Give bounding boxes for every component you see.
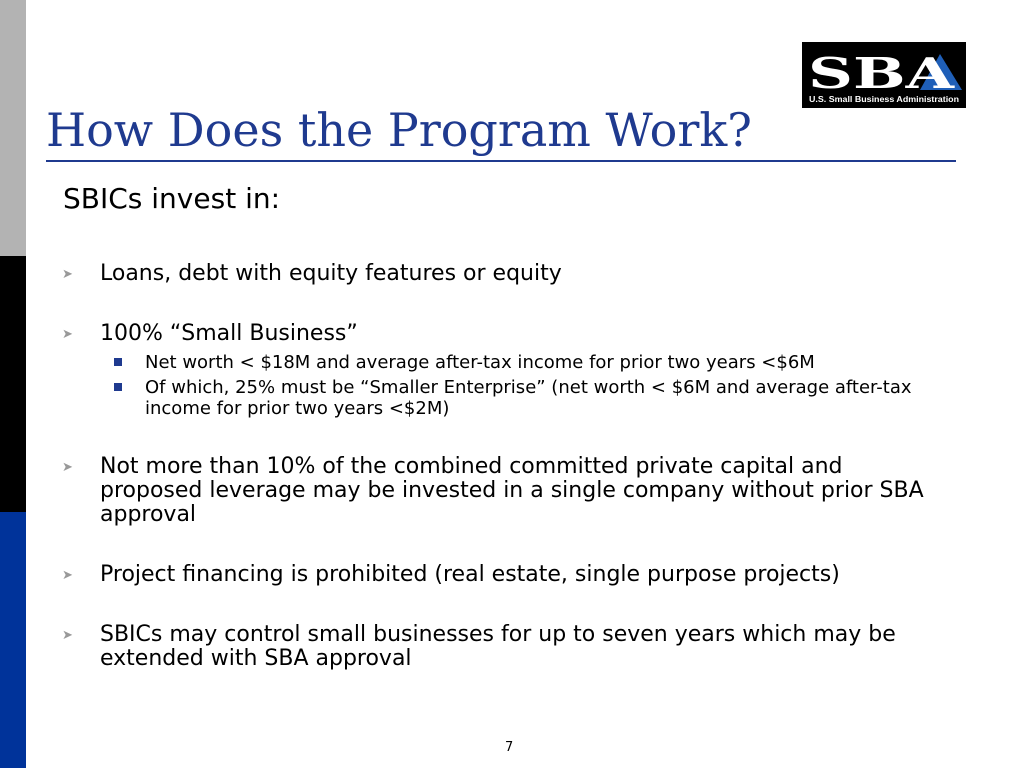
side-bar-blue <box>0 512 26 768</box>
bullet-text: Not more than 10% of the combined committed private capital and proposed leverage may be invested in a single company without prior SBA approval <box>100 454 924 527</box>
bullet-text: 100% “Small Business” <box>100 321 358 346</box>
bullet-text: Project financing is prohibited (real estate, single purpose projects) <box>100 562 840 587</box>
sub-bullet-item <box>100 377 940 419</box>
bullet-item <box>60 262 940 286</box>
sba-logo-caption: U.S. Small Business Administration <box>809 95 960 104</box>
bullet-item <box>60 455 940 527</box>
arrowhead-bullet-icon: ➤ <box>62 460 73 475</box>
bullet-item <box>60 563 940 587</box>
bullet-item <box>60 623 940 671</box>
arrowhead-bullet-icon: ➤ <box>62 628 73 643</box>
sub-bullet-text: Net worth < $18M and average after-tax income for prior two years <$6M <box>145 352 815 373</box>
sba-logo <box>802 42 966 108</box>
arrowhead-bullet-icon: ➤ <box>62 568 73 583</box>
sub-bullet-list <box>100 352 940 419</box>
bullet-text: Loans, debt with equity features or equity <box>100 261 562 286</box>
side-bar-gray <box>0 0 26 256</box>
arrowhead-bullet-icon: ➤ <box>62 267 73 282</box>
slide-title: How Does the Program Work? <box>46 103 752 157</box>
title-underline <box>46 160 956 162</box>
bullet-item <box>60 322 940 419</box>
sba-logo-letters: SBA <box>808 49 957 98</box>
bullet-text: SBICs may control small businesses for up to seven years which may be extended with SBA approval <box>100 622 896 671</box>
bullet-list <box>60 262 940 671</box>
slide-subtitle: SBICs invest in: <box>63 182 281 215</box>
side-bar-black <box>0 256 26 512</box>
page-number: 7 <box>505 740 514 755</box>
arrowhead-bullet-icon: ➤ <box>62 327 73 342</box>
square-bullet-icon <box>114 358 122 366</box>
sba-logo-graphic <box>802 42 966 108</box>
sub-bullet-item <box>100 352 940 373</box>
square-bullet-icon <box>114 383 122 391</box>
sub-bullet-text: Of which, 25% must be “Smaller Enterprise” (net worth < $6M and average after-tax income for prior two years <$2M) <box>145 377 912 419</box>
